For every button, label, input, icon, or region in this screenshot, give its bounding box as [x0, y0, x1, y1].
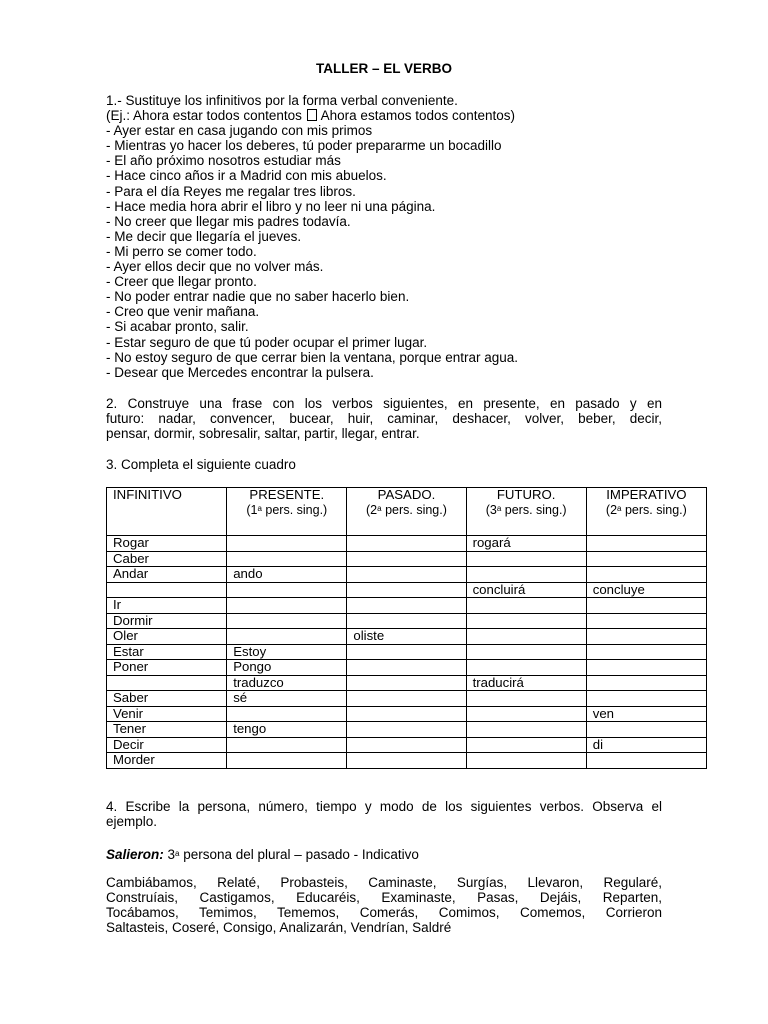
table-row — [107, 706, 707, 722]
exercise-item: - Mi perro se comer todo. — [106, 243, 257, 259]
table-cell: Ir — [107, 598, 227, 614]
table-cell: sé — [227, 691, 347, 707]
table-cell: traducirá — [466, 675, 586, 691]
verbs-line: Cambiábamos, Relaté, Probasteis, Caminaste, Surgías, Llevaron, Regularé, — [106, 875, 662, 890]
table-cell: Estar — [107, 644, 227, 660]
column-header-sub-post: pers. sing.) — [261, 503, 328, 517]
example-before: (Ej.: Ahora estar todos contentos — [106, 108, 302, 124]
table-cell — [347, 691, 466, 707]
verb-table — [106, 487, 707, 769]
column-header-sub-sup: a — [377, 504, 382, 513]
section-3-heading — [106, 457, 662, 472]
section-3-heading-text: 3. Completa el siguiente cuadro — [106, 457, 296, 472]
table-cell: Poner — [107, 660, 227, 676]
table-row — [107, 753, 707, 769]
exercise-item: - Me decir que llegaría el jueves. — [106, 228, 302, 244]
exercise-item: - Si acabar pronto, salir. — [106, 319, 249, 335]
table-cell — [466, 706, 586, 722]
column-header-sub-pre: (2 — [366, 503, 378, 517]
section-4-line: ejemplo. — [106, 814, 158, 830]
column-header — [586, 488, 706, 536]
table-cell — [347, 551, 466, 567]
table-cell — [586, 660, 706, 676]
section-4 — [106, 799, 662, 829]
table-cell — [107, 582, 227, 598]
exercise-item: - No creer que llegar mis padres todavía. — [106, 213, 351, 229]
exercise-item: - Mientras yo hacer los deberes, tú poder prepararme un bocadillo — [106, 138, 502, 154]
table-cell — [466, 737, 586, 753]
table-cell: concluye — [586, 582, 706, 598]
table-cell — [347, 660, 466, 676]
table-row — [107, 536, 707, 552]
exercise-item: - Estar seguro de que tú poder ocupar el primer lugar. — [106, 334, 428, 350]
table-cell — [227, 613, 347, 629]
column-header-sub-post: pers. sing.) — [621, 503, 687, 517]
table-row — [107, 737, 707, 753]
table-row — [107, 675, 707, 691]
table-cell: Andar — [107, 567, 227, 583]
table-cell — [466, 551, 586, 567]
table-cell — [586, 691, 706, 707]
table-cell — [347, 567, 466, 583]
table-cell — [586, 644, 706, 660]
table-cell — [347, 644, 466, 660]
table-row — [107, 551, 707, 567]
table-cell: di — [586, 737, 706, 753]
column-header-label: PASADO. — [377, 487, 436, 502]
table-cell — [347, 706, 466, 722]
table-cell — [466, 598, 586, 614]
table-cell: traduzco — [227, 675, 347, 691]
verbs-line: Tocábamos, Temimos, Tememos, Comerás, Comimos, Comemos, Corrieron — [106, 905, 662, 921]
column-header-label: FUTURO. — [496, 487, 556, 502]
exercise-item: - Creo que venir mañana. — [106, 304, 260, 320]
table-row — [107, 613, 707, 629]
table-cell: Venir — [107, 706, 227, 722]
column-header-label: INFINITIVO — [113, 487, 182, 502]
table-cell — [466, 660, 586, 676]
column-header-sub-pre: (3 — [485, 503, 497, 517]
table-cell — [347, 582, 466, 598]
table-cell: Caber — [107, 551, 227, 567]
exercise-item: - Para el día Reyes me regalar tres libros. — [106, 183, 356, 199]
document-title: TALLER – EL VERBO — [315, 61, 452, 76]
table-cell — [347, 598, 466, 614]
table-cell: Pongo — [227, 660, 347, 676]
table-cell — [347, 675, 466, 691]
table-cell — [466, 644, 586, 660]
table-row — [107, 691, 707, 707]
example-analysis: persona del plural – pasado - Indicativo — [179, 847, 419, 862]
table-cell — [107, 675, 227, 691]
table-row — [107, 660, 707, 676]
column-header-sub-sup: a — [496, 504, 502, 513]
section-2-line: 2. Construye una frase con los verbos siguientes, en presente, en pasado y en — [106, 396, 662, 411]
section-1-items — [106, 123, 662, 380]
example-verb: Salieron: — [106, 847, 164, 862]
table-cell — [227, 753, 347, 769]
column-header-label: PRESENTE. — [249, 487, 325, 502]
arrow-placeholder-icon — [307, 109, 317, 121]
table-cell: oliste — [347, 629, 466, 645]
table-cell: Rogar — [107, 536, 227, 552]
table-cell — [227, 737, 347, 753]
table-cell — [466, 567, 586, 583]
table-row — [107, 722, 707, 738]
column-header-sub-pre: (2 — [605, 503, 618, 517]
table-cell — [227, 536, 347, 552]
table-cell: concluirá — [466, 582, 586, 598]
section-1 — [106, 93, 662, 380]
table-cell: ando — [227, 567, 347, 583]
section-2 — [106, 396, 662, 441]
table-cell — [586, 629, 706, 645]
table-cell — [586, 675, 706, 691]
verbs-line: Saltasteis, Coseré, Consigo, Analizarán, Vendrían, Saldré — [106, 920, 452, 936]
exercise-item: - Hace cinco años ir a Madrid con mis abuelos. — [106, 168, 387, 184]
table-cell — [347, 536, 466, 552]
example-ordinal: a — [175, 849, 180, 858]
verb-table-body — [107, 536, 707, 769]
section-1-heading: 1.- Sustituye los infinitivos por la forma verbal conveniente. — [106, 93, 458, 108]
exercise-item: - Desear que Mercedes encontrar la pulsera. — [106, 364, 374, 380]
exercise-item: - Creer que llegar pronto. — [106, 274, 257, 290]
exercise-item: - No poder entrar nadie que no saber hacerlo bien. — [106, 289, 410, 305]
section-2-line: pensar, dormir, sobresalir, saltar, partir, llegar, entrar. — [106, 426, 420, 442]
column-header-sub-pre: (1 — [246, 503, 258, 517]
exercise-item: - Ayer estar en casa jugando con mis primos — [106, 123, 373, 139]
column-header-sub-post: pers. sing.) — [381, 503, 447, 517]
section-4-verbs — [106, 875, 662, 935]
table-cell: Saber — [107, 691, 227, 707]
table-cell: Oler — [107, 629, 227, 645]
table-cell: Morder — [107, 753, 227, 769]
verb-table-header-row — [107, 488, 707, 536]
column-header — [347, 488, 466, 536]
table-cell — [466, 691, 586, 707]
table-cell: tengo — [227, 722, 347, 738]
column-header-sub — [347, 502, 465, 517]
section-2-line: futuro: nadar, convencer, bucear, huir, caminar, deshacer, volver, beber, decir, — [106, 411, 662, 427]
table-cell: ven — [586, 706, 706, 722]
table-cell — [227, 629, 347, 645]
table-cell — [347, 753, 466, 769]
table-cell — [227, 582, 347, 598]
table-cell — [466, 753, 586, 769]
column-header — [107, 488, 227, 536]
table-cell: Decir — [107, 737, 227, 753]
table-cell — [586, 536, 706, 552]
table-row — [107, 644, 707, 660]
table-cell — [586, 753, 706, 769]
table-cell — [227, 598, 347, 614]
exercise-item: - Ayer ellos decir que no volver más. — [106, 259, 324, 275]
table-cell: Tener — [107, 722, 227, 738]
table-cell — [466, 722, 586, 738]
table-row — [107, 582, 707, 598]
table-cell — [586, 551, 706, 567]
table-cell — [586, 722, 706, 738]
column-header-sub-sup: a — [257, 504, 262, 513]
table-cell — [227, 706, 347, 722]
table-cell — [466, 629, 586, 645]
table-cell — [466, 613, 586, 629]
table-row — [107, 567, 707, 583]
column-header-sub-sup: a — [617, 504, 622, 513]
table-cell — [347, 613, 466, 629]
column-header-sub-post: pers. sing.) — [501, 503, 567, 517]
table-cell — [586, 613, 706, 629]
table-cell — [347, 737, 466, 753]
table-cell: rogará — [466, 536, 586, 552]
exercise-item: - El año próximo nosotros estudiar más — [106, 153, 341, 169]
column-header — [466, 488, 586, 536]
exercise-item: - Hace media hora abrir el libro y no leer ni una página. — [106, 198, 436, 214]
column-header-sub — [467, 502, 586, 517]
table-cell — [586, 598, 706, 614]
section-4-example — [106, 846, 662, 862]
table-cell: Dormir — [107, 613, 227, 629]
section-1-example — [106, 108, 662, 123]
example-person: 3 — [163, 847, 176, 862]
column-header-sub — [227, 502, 346, 517]
table-cell — [227, 551, 347, 567]
table-cell — [347, 722, 466, 738]
table-cell: Estoy — [227, 644, 347, 660]
verbs-line: Construíais, Castigamos, Educaréis, Examinaste, Pasas, Dejáis, Reparten, — [106, 890, 662, 906]
section-4-line: 4. Escribe la persona, número, tiempo y modo de los siguientes verbos. Observa el — [106, 799, 662, 814]
exercise-item: - No estoy seguro de que cerrar bien la ventana, porque entrar agua. — [106, 349, 519, 365]
column-header-sub — [587, 502, 706, 517]
column-header-label: IMPERATIVO — [606, 487, 687, 502]
column-header — [227, 488, 347, 536]
table-row — [107, 598, 707, 614]
example-after: Ahora estamos todos contentos) — [320, 108, 516, 124]
table-row — [107, 629, 707, 645]
table-cell — [586, 567, 706, 583]
